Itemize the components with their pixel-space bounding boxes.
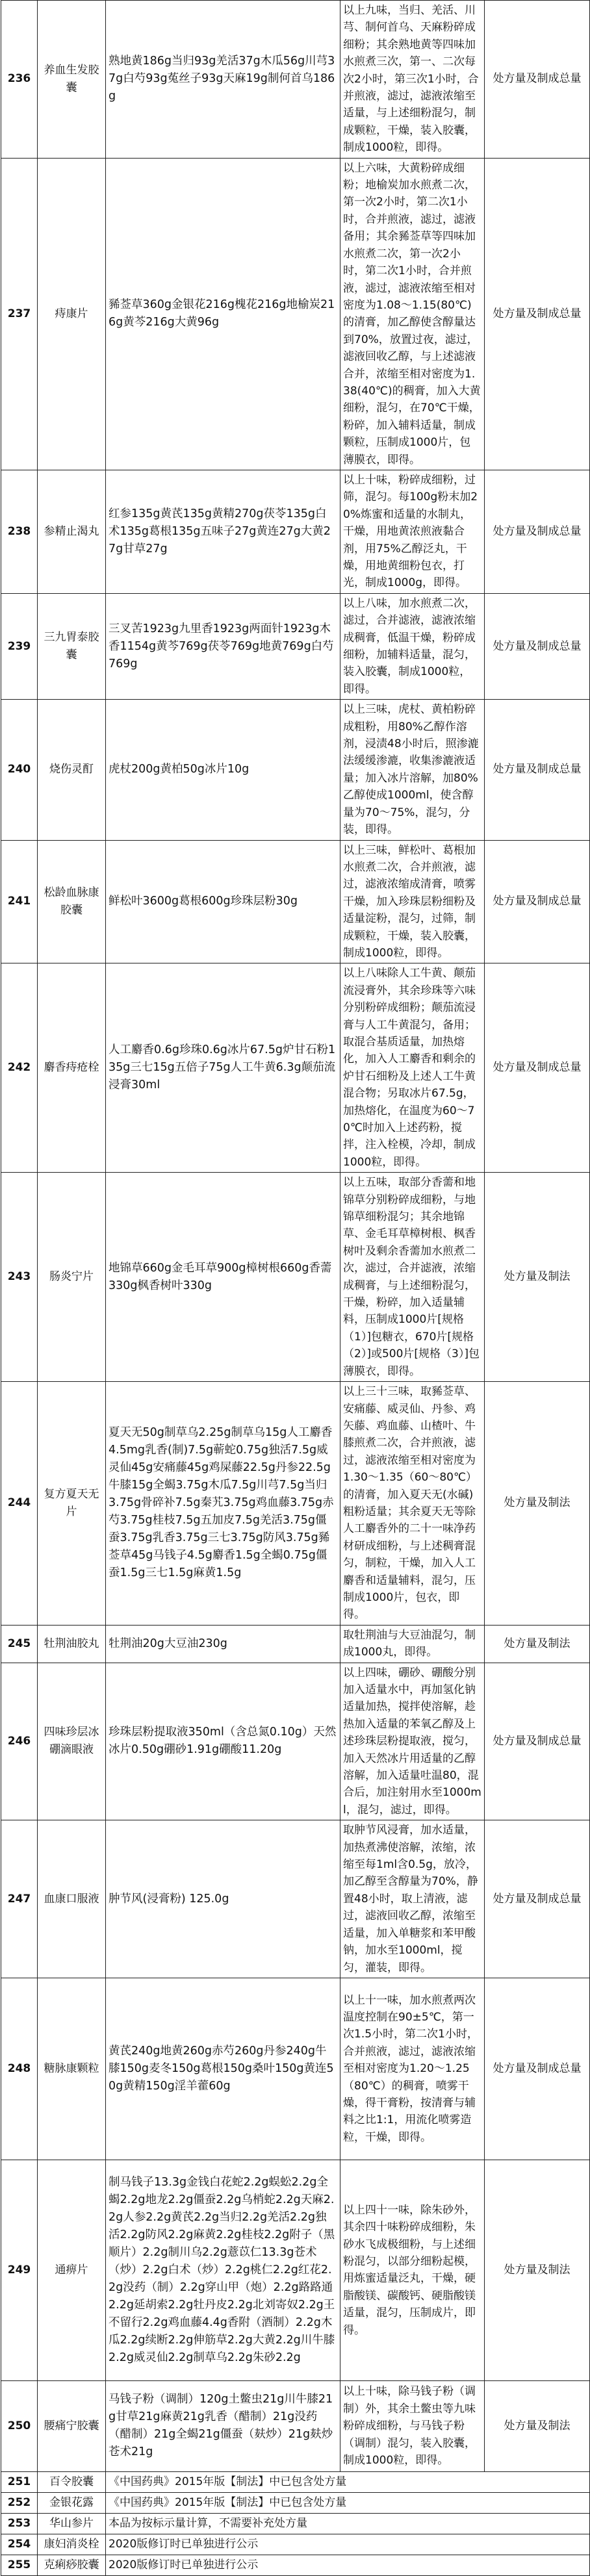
note-text: 处方量及制成总量 bbox=[485, 963, 590, 1173]
table-row bbox=[1, 470, 590, 593]
table-row bbox=[1, 2160, 590, 2380]
row-number: 244 bbox=[1, 1382, 38, 1626]
method-text: 以上五味，取部分香薷和地锦草分别粉碎成细粉，与地锦草细粉混匀；其余地锦草、金毛耳草樟树根、枫香树叶及剩余香薷加水煎煮二次，滤过，合并滤液，浓缩成稠膏，与上述细粉混匀，干燥，粉碎，加入适量辅料，压制成1000片[规格（1）]包糖衣，670片[规格（2）]或500片[规格（3）]包薄膜衣，即得。 bbox=[340, 1173, 485, 1382]
formula-text: 制马钱子13.3g金钱白花蛇2.2g蜈蚣2.2g全蝎2.2g地龙2.2g僵蚕2.2g乌梢蛇2.2g天麻2.2g人参2.2g黄芪2.2g当归2.2g羌活2.2g独活2.2g防风2.2g麻黄2.2g桂枝2.2g附子（黑顺片）2.2g制川乌2.2g薏苡仁13.3g苍术（炒）2.2g白术（炒）2.2g桃仁2.2g红花2.2g没药（制）2.2g穿山甲（炮）2.2g路路通2.2g延胡索2.2g牡丹皮2.2g北刘寄奴2.2g王不留行2.2g鸡血藤4.4g香附（酒制）2.2g木瓜2.2g续断2.2g伸筋草2.2g大黄2.2g川牛膝2.2g威灵仙2.2g制草乌2.2g朱砂2.2g bbox=[106, 2160, 340, 2380]
note-text: 处方量及制法 bbox=[485, 1625, 590, 1663]
product-name: 三九胃泰胶囊 bbox=[38, 593, 106, 699]
product-name: 百令胶囊 bbox=[38, 2471, 106, 2492]
row-number: 239 bbox=[1, 593, 38, 699]
row-number: 254 bbox=[1, 2534, 38, 2555]
table-row bbox=[1, 2513, 590, 2534]
product-name: 血康口服液 bbox=[38, 1820, 106, 1978]
table-row bbox=[1, 2380, 590, 2471]
note-text: 处方量及制成总量 bbox=[485, 593, 590, 699]
product-name: 腰痛宁胶囊 bbox=[38, 2380, 106, 2471]
method-text: 以上十味，粉碎成细粉，过筛，混匀。每100g粉末加20%炼蜜和适量的水制丸，干燥，用地黄浓煎液黏合剂，用75%乙醇泛丸，干燥，用地黄细粉包衣，打光，制成1000g，即得。 bbox=[340, 470, 485, 593]
method-text: 以上三味，虎杖、黄柏粉碎成粗粉，用80%乙醇作溶剂，浸渍48小时后，照渗漉法缓缓渗漉，收集渗漉液适量；加入冰片溶解，加80%乙醇使成1000ml，使含醇量为70～75%，混匀，分装，即得。 bbox=[340, 700, 485, 840]
row-number: 242 bbox=[1, 963, 38, 1173]
table-row bbox=[1, 1820, 590, 1978]
row-number: 246 bbox=[1, 1663, 38, 1820]
product-name: 复方夏天无片 bbox=[38, 1382, 106, 1626]
note-text: 处方量及制成总量 bbox=[485, 700, 590, 840]
note-text: 处方量及制成总量 bbox=[485, 840, 590, 963]
table-row bbox=[1, 2471, 590, 2492]
row-number: 241 bbox=[1, 840, 38, 963]
row-number: 240 bbox=[1, 700, 38, 840]
table-row bbox=[1, 2555, 590, 2575]
formula-text: 虎杖200g黄柏50g冰片10g bbox=[106, 700, 340, 840]
formula-text: 地锦草660g金毛耳草900g樟树根660g香薷330g枫香树叶330g bbox=[106, 1173, 340, 1382]
remark-text: 2020版修订时已单独进行公示 bbox=[106, 2555, 590, 2575]
product-name: 通痹片 bbox=[38, 2160, 106, 2380]
table-row bbox=[1, 1, 590, 159]
method-text: 以上三味，鲜松叶、葛根加水煎煮二次，合并煎液，滤过，滤液浓缩成清膏，喷雾干燥，加入珍珠层粉细粉及适量淀粉，混匀，过筛，制成颗粒，干燥，装入胶囊，制成1000粒，即得。 bbox=[340, 840, 485, 963]
table-row bbox=[1, 963, 590, 1173]
product-name: 肠炎宁片 bbox=[38, 1173, 106, 1382]
note-text: 处方量及制成总量 bbox=[485, 1978, 590, 2160]
formula-text: 豨莶草360g金银花216g槐花216g地榆炭216g黄芩216g大黄96g bbox=[106, 158, 340, 470]
method-text: 以上四味，硼砂、硼酸分别加入适量水中，再加氢化钠适量加热，搅拌使溶解，趁热加入适量的苯氧乙醇及上述珍珠层粉提取液，搅匀，加入天然冰片用适量的乙醇溶解，加入适量吐温80，混合后，加注射用水至1000ml，混匀，滤过，即得。 bbox=[340, 1663, 485, 1820]
product-name: 痔康片 bbox=[38, 158, 106, 470]
row-number: 243 bbox=[1, 1173, 38, 1382]
formula-text: 肿节风(浸膏粉) 125.0g bbox=[106, 1820, 340, 1978]
table-row bbox=[1, 1625, 590, 1663]
table-row bbox=[1, 840, 590, 963]
note-text: 处方量及制法 bbox=[485, 2160, 590, 2380]
method-text: 以上三十三味，取豨莶草、安痛藤、威灵仙、丹参、鸡矢藤、鸡血藤、山楂叶、牛膝煎煮二次，合并煎液，滤过，滤液浓缩至相对密度为1.30～1.35（60～80℃）的清膏，加入夏天无(水碱)粗粉适量；其余夏天无等除人工麝香外的二十一味净药材研成细粉，与上述稠膏混匀，制粒，干燥，加入人工麝香和适量辅料，混匀，压制成1000片，包衣，即得。 bbox=[340, 1382, 485, 1626]
note-text: 处方量及制成总量 bbox=[485, 470, 590, 593]
method-text: 取肿节风浸膏，加水适量，加热煮沸使溶解，浓缩，浓缩至每1ml含0.5g，放冷，加乙醇至含醇量为70%，静置48小时，取上清液，滤过，滤液回收乙醇，浓缩至适量，加入单糖浆和苯甲酸钠，加水至1000ml，搅匀，灌装，即得。 bbox=[340, 1820, 485, 1978]
formula-text: 珍珠层粉提取液350ml（含总氮0.10g）天然冰片0.50g硼砂1.91g硼酸11.20g bbox=[106, 1663, 340, 1820]
method-text: 以上八味，加水煎煮二次，滤过，合并滤液，滤液浓缩成稠膏，低温干燥，粉碎成细粉，加辅料适量，混匀，装入胶囊，制成1000粒，即得。 bbox=[340, 593, 485, 699]
formula-text: 红参135g黄芪135g黄精270g茯苓135g白术135g葛根135g五味子27g黄连27g大黄27g甘草27g bbox=[106, 470, 340, 593]
product-name: 金银花露 bbox=[38, 2492, 106, 2513]
product-name: 养血生发胶囊 bbox=[38, 1, 106, 159]
note-text: 处方量及制法 bbox=[485, 2380, 590, 2471]
row-number: 251 bbox=[1, 2471, 38, 2492]
formula-table bbox=[1, 0, 590, 2576]
remark-text: 本品为按标示量计算，不需要补充处方量 bbox=[106, 2513, 590, 2534]
table-row bbox=[1, 593, 590, 699]
method-text: 以上十味，除马钱子粉（调制）外，其余土鳖虫等九味粉碎成细粉，与马钱子粉（调制）混匀，装入胶囊，制成1000粒，即得。 bbox=[340, 2380, 485, 2471]
table-row bbox=[1, 2534, 590, 2555]
product-name: 烧伤灵酊 bbox=[38, 700, 106, 840]
method-text: 以上四十一味，除朱砂外，其余四十味粉碎成细粉，朱砂水飞成极细粉，与上述细粉混匀，以部分细粉起模，用炼蜜适量泛丸，干燥，硬脂酸镁、碳酸钙、硬脂酸镁适量，混匀，压制成片，即得。 bbox=[340, 2160, 485, 2380]
row-number: 247 bbox=[1, 1820, 38, 1978]
method-text: 以上八味除人工牛黄、颠茄流浸膏外，其余珍珠等六味分别粉碎成细粉；颠茄流浸膏与人工牛黄混匀，备用；取混合基质适量，加热熔化，加入人工麝香和剩余的炉甘石细粉及上述人工牛黄混合物；另取冰片67.5g，加热熔化，在温度为60～70℃时加入上述药粉，搅拌，注入栓模，冷却，制成1000粒，即得。 bbox=[340, 963, 485, 1173]
formula-text: 鲜松叶3600g葛根600g珍珠层粉30g bbox=[106, 840, 340, 963]
row-number: 245 bbox=[1, 1625, 38, 1663]
method-text: 以上十一味，加水煎煮两次温度控制在90±5℃，第一次1.5小时，第二次1小时，合并煎液，滤过，滤液浓缩至相对密度为1.20～1.25（80℃）的稠膏，喷雾干燥，得干膏粉，按清膏与辅料之比1:1，用流化喷雾造粒，干燥，即得。 bbox=[340, 1978, 485, 2160]
formula-text: 夏天无50g制草乌2.25g制草乌15g人工麝香4.5mg乳香(制)7.5g蕲蛇0.75g独活7.5g威灵仙45g安痛藤45g鸡屎藤22.5g丹参22.5g牛膝15g全蝎3.75g木瓜7.5g川芎7.5g当归3.75g骨碎补7.5g秦艽3.75g鸡血藤3.75g赤芍3.75g桂枝7.5g五加皮7.5g羌活3.75g僵蚕3.75g乳香3.75g三七3.75g防风3.75g豨莶草45g马钱子4.5g麝香1.5g全蝎0.75g僵蚕1.5g三七1.5g麻黄1.5g bbox=[106, 1382, 340, 1626]
formula-text: 熟地黄186g当归93g羌活37g木瓜56g川芎37g白芍93g菟丝子93g天麻19g制何首乌186g bbox=[106, 1, 340, 159]
table-row bbox=[1, 2492, 590, 2513]
row-number: 248 bbox=[1, 1978, 38, 2160]
product-name: 参精止渴丸 bbox=[38, 470, 106, 593]
table-row bbox=[1, 1663, 590, 1820]
method-text: 取牡荆油与大豆油混匀，制成1000丸，即得。 bbox=[340, 1625, 485, 1663]
table-row bbox=[1, 1382, 590, 1626]
row-number: 237 bbox=[1, 158, 38, 470]
formula-text: 马钱子粉（调制）120g土鳖虫21g川牛膝21g甘草21g麻黄21g乳香（醋制）21g没药（醋制）21g全蝎21g僵蚕（麸炒）21g麸炒苍术21g bbox=[106, 2380, 340, 2471]
row-number: 252 bbox=[1, 2492, 38, 2513]
product-name: 麝香痔疮栓 bbox=[38, 963, 106, 1173]
product-name: 华山参片 bbox=[38, 2513, 106, 2534]
note-text: 处方量及制法 bbox=[485, 1382, 590, 1626]
product-name: 四味珍层冰硼滴眼液 bbox=[38, 1663, 106, 1820]
method-text: 以上九味，当归、羌活、川芎、制何首乌、天麻粉碎成细粉；其余熟地黄等四味加水煎煮三次，第一、二次每次2小时，第三次1小时，合并煎液，滤过，滤液浓缩至适量，与上述细粉混匀，制成颗粒，干燥，装入胶囊，制成1000粒，即得。 bbox=[340, 1, 485, 159]
formula-text: 人工麝香0.6g珍珠0.6g冰片67.5g炉甘石粉135g三七15g五倍子75g人工牛黄6.3g颠茄流浸膏30ml bbox=[106, 963, 340, 1173]
note-text: 处方量及制成总量 bbox=[485, 1820, 590, 1978]
table-row bbox=[1, 158, 590, 470]
row-number: 253 bbox=[1, 2513, 38, 2534]
note-text: 处方量及制法 bbox=[485, 1173, 590, 1382]
row-number: 236 bbox=[1, 1, 38, 159]
table-row bbox=[1, 1978, 590, 2160]
product-name: 牡荆油胶丸 bbox=[38, 1625, 106, 1663]
remark-text: 《中国药典》2015年版【制法】中已包含处方量 bbox=[106, 2471, 590, 2492]
table-row bbox=[1, 1173, 590, 1382]
product-name: 克痢痧胶囊 bbox=[38, 2555, 106, 2575]
row-number: 250 bbox=[1, 2380, 38, 2471]
row-number: 238 bbox=[1, 470, 38, 593]
row-number: 249 bbox=[1, 2160, 38, 2380]
note-text: 处方量及制成总量 bbox=[485, 1663, 590, 1820]
remark-text: 2020版修订时已单独进行公示 bbox=[106, 2534, 590, 2555]
row-number: 255 bbox=[1, 2555, 38, 2575]
formula-text: 黄芪240g地黄260g赤芍260g丹参240g牛膝150g麦冬150g葛根150g桑叶150g黄连50g黄精150g淫羊藿60g bbox=[106, 1978, 340, 2160]
product-name: 松龄血脉康胶囊 bbox=[38, 840, 106, 963]
note-text: 处方量及制成总量 bbox=[485, 158, 590, 470]
formula-text: 三叉苦1923g九里香1923g两面针1923g木香1154g黄芩769g茯苓769g地黄769g白芍769g bbox=[106, 593, 340, 699]
table-row bbox=[1, 700, 590, 840]
product-name: 康妇消炎栓 bbox=[38, 2534, 106, 2555]
note-text: 处方量及制成总量 bbox=[485, 1, 590, 159]
remark-text: 《中国药典》2015年版【制法】中已包含处方量 bbox=[106, 2492, 590, 2513]
product-name: 糖脉康颗粒 bbox=[38, 1978, 106, 2160]
method-text: 以上六味，大黄粉碎成细粉；地榆炭加水煎煮二次，第一次2小时，第二次1小时，合并煎液，滤过，滤液备用；其余豨莶草等四味加水煎煮二次，第一次2小时，第二次1小时，合并煎液，滤过，滤液浓缩至相对密度为1.08～1.15(80℃)的清膏，加乙醇使含醇量达到70%，放置过夜，滤过，滤液回收乙醇，与上述滤液合并，浓缩至相对密度为1.38(40℃)的稠膏，加入大黄细粉，混匀，在70℃干燥，粉碎，加入辅料适量，制成颗粒，压制成1000片，包薄膜衣，即得。 bbox=[340, 158, 485, 470]
formula-text: 牡荆油20g大豆油230g bbox=[106, 1625, 340, 1663]
